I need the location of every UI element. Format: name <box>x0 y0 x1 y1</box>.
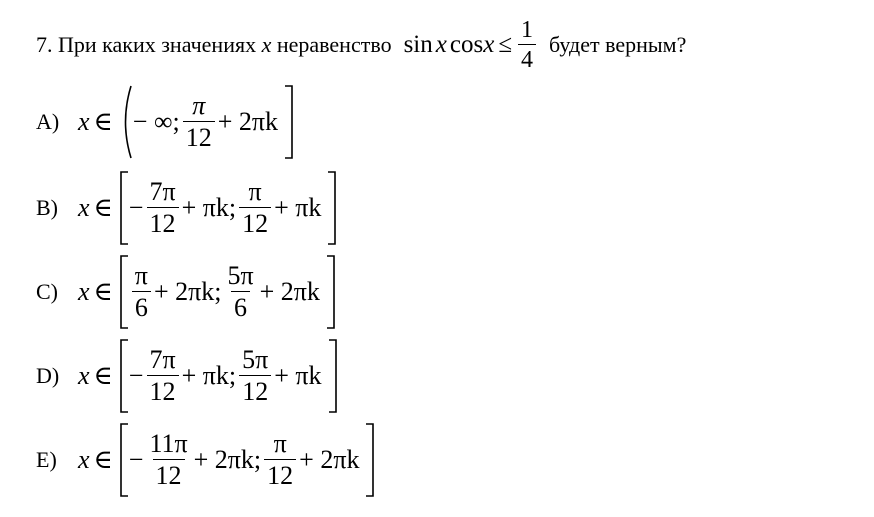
interval-right-fraction <box>183 93 215 151</box>
close-bracket <box>328 338 338 414</box>
question-number: 7. <box>36 32 53 57</box>
option-expression <box>74 422 375 498</box>
element-of-symbol: ∈ <box>93 361 113 390</box>
frac-den: 12 <box>147 207 179 237</box>
question-text-after: будет верным? <box>549 32 687 57</box>
interval-left-tail: + πk; <box>181 193 237 222</box>
open-bracket <box>119 170 129 246</box>
option-label: B) <box>36 195 58 220</box>
option-label: D) <box>36 363 60 388</box>
question-text-middle: неравенство <box>276 32 392 57</box>
frac-num: 11π <box>149 429 188 458</box>
frac-den: 12 <box>153 459 185 489</box>
option-var: x <box>78 445 90 474</box>
option-c <box>36 252 336 332</box>
close-bracket <box>327 170 337 246</box>
option-expression <box>74 338 338 414</box>
interval-right-tail: + 2πk <box>299 445 360 474</box>
open-bracket <box>119 338 129 414</box>
frac-den: 12 <box>239 375 271 405</box>
question-variable: x <box>261 32 272 57</box>
element-of-symbol: ∈ <box>93 193 113 222</box>
option-d <box>36 336 338 416</box>
close-bracket <box>365 422 375 498</box>
frac-den: 6 <box>132 291 151 321</box>
interval-left-fraction <box>146 347 178 405</box>
interval-right-tail: + 2πk <box>259 277 320 306</box>
interval-left-sign: − <box>128 445 144 474</box>
question-line <box>36 17 687 73</box>
interval-right-tail: + πk <box>274 193 322 222</box>
expr-frac-den: 4 <box>518 44 536 72</box>
interval-left-tail: + πk; <box>181 361 237 390</box>
element-of-symbol: ∈ <box>93 445 113 474</box>
frac-num: 7π <box>149 345 176 374</box>
expr-fraction <box>518 18 536 72</box>
close-bracket <box>284 84 294 160</box>
expr-x2: x <box>483 31 495 58</box>
option-expression <box>74 84 294 160</box>
option-var: x <box>78 107 90 136</box>
element-of-symbol: ∈ <box>93 277 113 306</box>
frac-den: 12 <box>239 207 271 237</box>
question-inequality <box>404 18 539 72</box>
interval-left-fraction <box>146 179 178 237</box>
option-expression <box>74 254 336 330</box>
question-text-before: При каких значениях <box>58 32 257 57</box>
frac-num: 7π <box>149 177 176 206</box>
expr-frac-num: 1 <box>521 17 534 43</box>
open-bracket <box>119 254 129 330</box>
option-var: x <box>78 361 90 390</box>
open-paren <box>119 84 133 160</box>
close-bracket <box>326 254 336 330</box>
frac-num: π <box>273 429 287 458</box>
interval-right-tail: + 2πk <box>217 107 279 136</box>
option-a <box>36 82 294 162</box>
open-bracket <box>119 422 129 498</box>
frac-den: 12 <box>183 121 215 151</box>
option-e <box>36 420 375 500</box>
interval-left-sign: − <box>128 193 144 222</box>
option-expression <box>74 170 337 246</box>
option-label: E) <box>36 447 57 472</box>
interval-right-fraction <box>239 347 271 405</box>
expr-cos: cos <box>449 31 484 58</box>
interval-right-tail: + πk <box>274 361 322 390</box>
interval-left-fraction <box>146 431 190 489</box>
frac-num: π <box>192 91 206 120</box>
expr-sin: sin <box>403 31 433 58</box>
expr-relation: ≤ <box>498 31 513 58</box>
interval-left-tail: + 2πk; <box>193 445 262 474</box>
option-var: x <box>78 277 90 306</box>
interval-left: − ∞; <box>132 107 180 136</box>
option-label: A) <box>36 109 60 134</box>
interval-right-fraction <box>224 263 256 321</box>
interval-right-fraction <box>264 431 296 489</box>
frac-den: 12 <box>264 459 296 489</box>
expr-x1: x <box>435 31 447 58</box>
interval-left-tail: + 2πk; <box>153 277 222 306</box>
element-of-symbol: ∈ <box>93 107 113 136</box>
frac-num: 5π <box>227 261 254 290</box>
interval-left-sign: − <box>128 361 144 390</box>
frac-num: π <box>134 261 148 290</box>
frac-den: 6 <box>231 291 250 321</box>
option-b <box>36 168 337 248</box>
option-label: C) <box>36 279 58 304</box>
frac-num: 5π <box>242 345 269 374</box>
frac-num: π <box>248 177 262 206</box>
frac-den: 12 <box>147 375 179 405</box>
interval-right-fraction <box>239 179 271 237</box>
option-var: x <box>78 193 90 222</box>
interval-left-fraction <box>132 263 151 321</box>
